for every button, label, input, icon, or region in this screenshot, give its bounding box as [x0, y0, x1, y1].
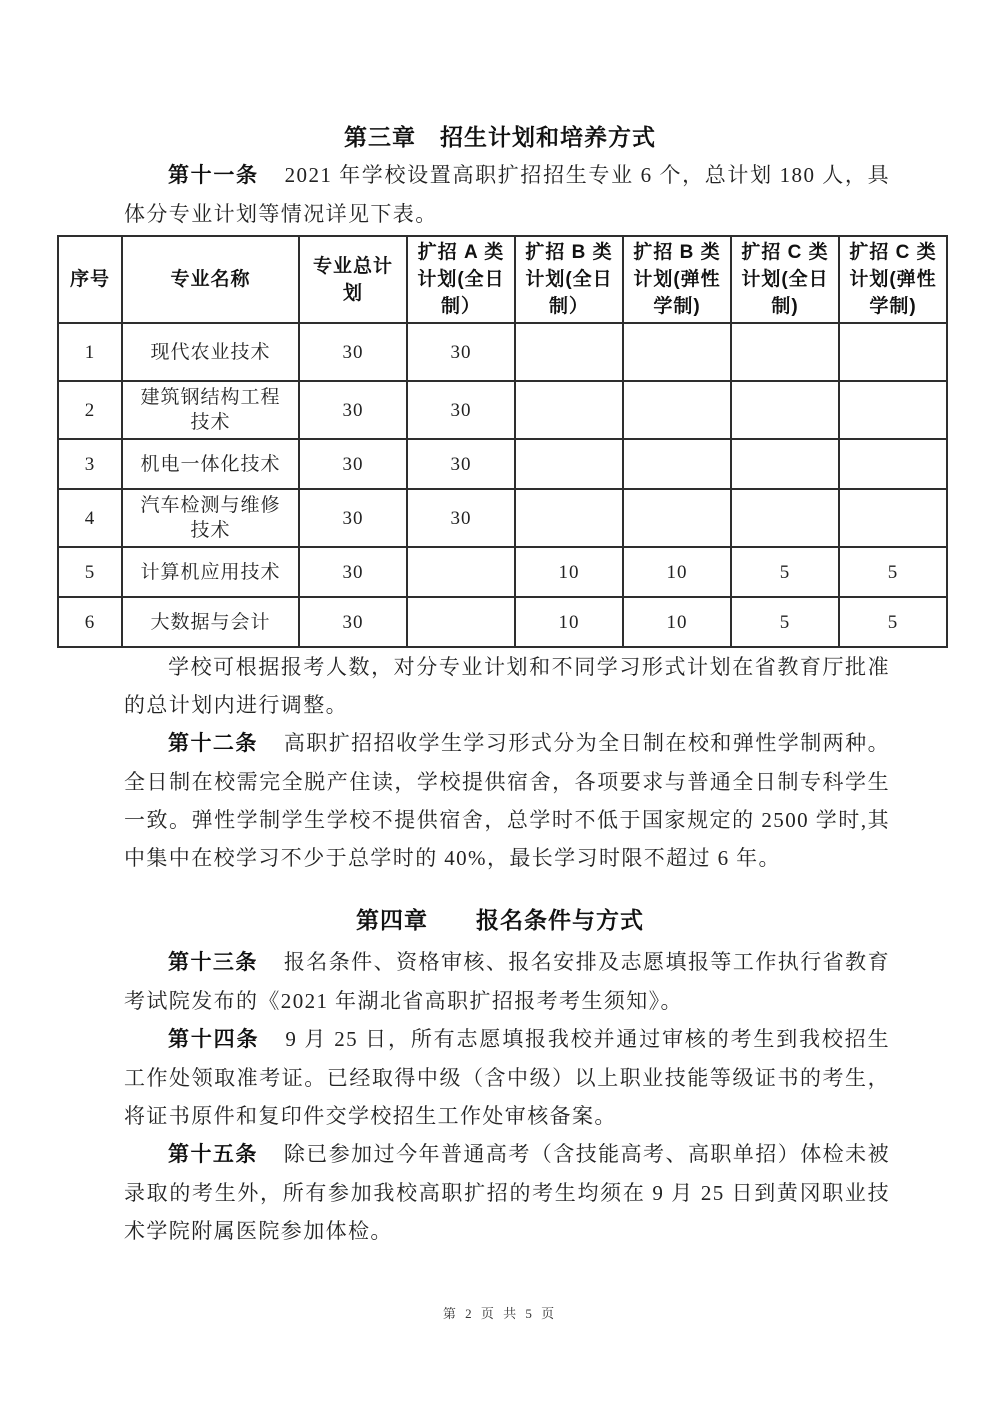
chapter3-title: 第三章 招生计划和培养方式 [344, 124, 656, 150]
section-spacer [124, 877, 890, 905]
table-row [58, 547, 947, 597]
table-cell [731, 489, 839, 547]
table-cell: 3 [58, 439, 122, 489]
table-cell: 6 [58, 597, 122, 647]
article13-text: 报名条件、资格审核、报名安排及志愿填报等工作执行省教育考试院发布的《2021 年湖北省高职扩招报考考生须知》。 [124, 950, 890, 1013]
table-row [58, 597, 947, 647]
table-cell: 5 [58, 547, 122, 597]
header-total-plan: 专业总计划 [299, 236, 407, 323]
table-row [58, 323, 947, 381]
table-cell: 30 [407, 439, 515, 489]
article11-paragraph [124, 156, 890, 233]
table-row [58, 439, 947, 489]
article12-label: 第十二条 [168, 732, 258, 755]
table-cell: 30 [407, 323, 515, 381]
header-type-b-fulltime: 扩招 B 类计划(全日制） [515, 236, 623, 323]
table-cell: 机电一体化技术 [122, 439, 299, 489]
table-cell: 30 [299, 489, 407, 547]
header-serial: 序号 [58, 236, 122, 323]
table-cell [407, 597, 515, 647]
adjust-text: 学校可根据报考人数，对分专业计划和不同学习形式计划在省教育厅批准的总计划内进行调整。 [124, 655, 890, 717]
enrollment-plan-table [57, 235, 948, 648]
article12-text: 高职扩招招收学生学习形式分为全日制在校和弹性学制两种。全日制在校需完全脱产住读，学校提供宿舍，各项要求与普通全日制专科学生一致。弹性学制学生学校不提供宿舍，总学时不低于国家规定的 2500 学时,其中集中在校学习不少于总学时的 40%，最长学习时限不超过 6 年。 [124, 731, 890, 870]
table-cell [839, 381, 947, 439]
table-cell: 30 [299, 323, 407, 381]
table-cell [407, 547, 515, 597]
table-cell [515, 323, 623, 381]
article13-label: 第十三条 [168, 951, 258, 974]
article15-text: 除已参加过今年普通高考（含技能高考、高职单招）体检未被录取的考生外，所有参加我校高职扩招的考生均须在 9 月 25 日到黄冈职业技术学院附属医院参加体检。 [124, 1142, 890, 1243]
table-cell [623, 489, 731, 547]
table-cell: 现代农业技术 [122, 323, 299, 381]
article12-paragraph [124, 724, 890, 877]
adjust-paragraph [124, 648, 890, 724]
table-cell [839, 323, 947, 381]
table-cell: 5 [839, 597, 947, 647]
table-header-row [58, 236, 947, 323]
header-type-a-fulltime: 扩招 A 类计划(全日制） [407, 236, 515, 323]
article13-paragraph [124, 943, 890, 1020]
chapter4-title: 第四章 报名条件与方式 [356, 907, 644, 933]
header-type-b-flexible: 扩招 B 类计划(弹性学制) [623, 236, 731, 323]
table-cell: 5 [731, 597, 839, 647]
table-cell [623, 323, 731, 381]
header-type-c-fulltime: 扩招 C 类计划(全日制) [731, 236, 839, 323]
table-cell: 10 [515, 547, 623, 597]
table-cell [515, 439, 623, 489]
table-row [58, 381, 947, 439]
table-cell: 10 [623, 597, 731, 647]
article15-paragraph [124, 1135, 890, 1250]
table-cell: 1 [58, 323, 122, 381]
table-cell: 大数据与会计 [122, 597, 299, 647]
article15-label: 第十五条 [168, 1143, 258, 1166]
table-cell: 5 [731, 547, 839, 597]
table-cell: 2 [58, 381, 122, 439]
header-type-c-flexible: 扩招 C 类计划(弹性学制) [839, 236, 947, 323]
table-cell: 30 [299, 381, 407, 439]
header-major-name: 专业名称 [122, 236, 299, 323]
table-cell: 建筑钢结构工程技术 [122, 381, 299, 439]
table-cell: 30 [299, 439, 407, 489]
table-cell [515, 381, 623, 439]
article14-paragraph [124, 1020, 890, 1135]
article14-text: 9 月 25 日，所有志愿填报我校并通过审核的考生到我校招生工作处领取准考证。已经取得中级（含中级）以上职业技能等级证书的考生，将证书原件和复印件交学校招生工作处审核备案。 [124, 1027, 890, 1128]
table-cell [623, 439, 731, 489]
table-cell [623, 381, 731, 439]
document-body-chapter4 [124, 943, 890, 1250]
table-cell: 10 [515, 597, 623, 647]
table-row [58, 489, 947, 547]
table-cell: 30 [299, 547, 407, 597]
article11-text: 2021 年学校设置高职扩招招生专业 6 个，总计划 180 人，具体分专业计划等情况详见下表。 [124, 163, 890, 226]
article14-label: 第十四条 [168, 1028, 260, 1051]
table-cell [731, 381, 839, 439]
table-cell: 30 [407, 489, 515, 547]
table-cell: 5 [839, 547, 947, 597]
document-body [69, 156, 937, 905]
table-cell [839, 439, 947, 489]
table-cell: 4 [58, 489, 122, 547]
table-cell: 汽车检测与维修技术 [122, 489, 299, 547]
table-cell: 30 [407, 381, 515, 439]
table-cell [731, 439, 839, 489]
table-cell [731, 323, 839, 381]
article11-label: 第十一条 [168, 164, 259, 187]
page-number: 第 2 页 共 5 页 [442, 1306, 558, 1321]
table-cell: 30 [299, 597, 407, 647]
table-cell: 10 [623, 547, 731, 597]
table-cell [839, 489, 947, 547]
table-cell: 计算机应用技术 [122, 547, 299, 597]
table-cell [515, 489, 623, 547]
